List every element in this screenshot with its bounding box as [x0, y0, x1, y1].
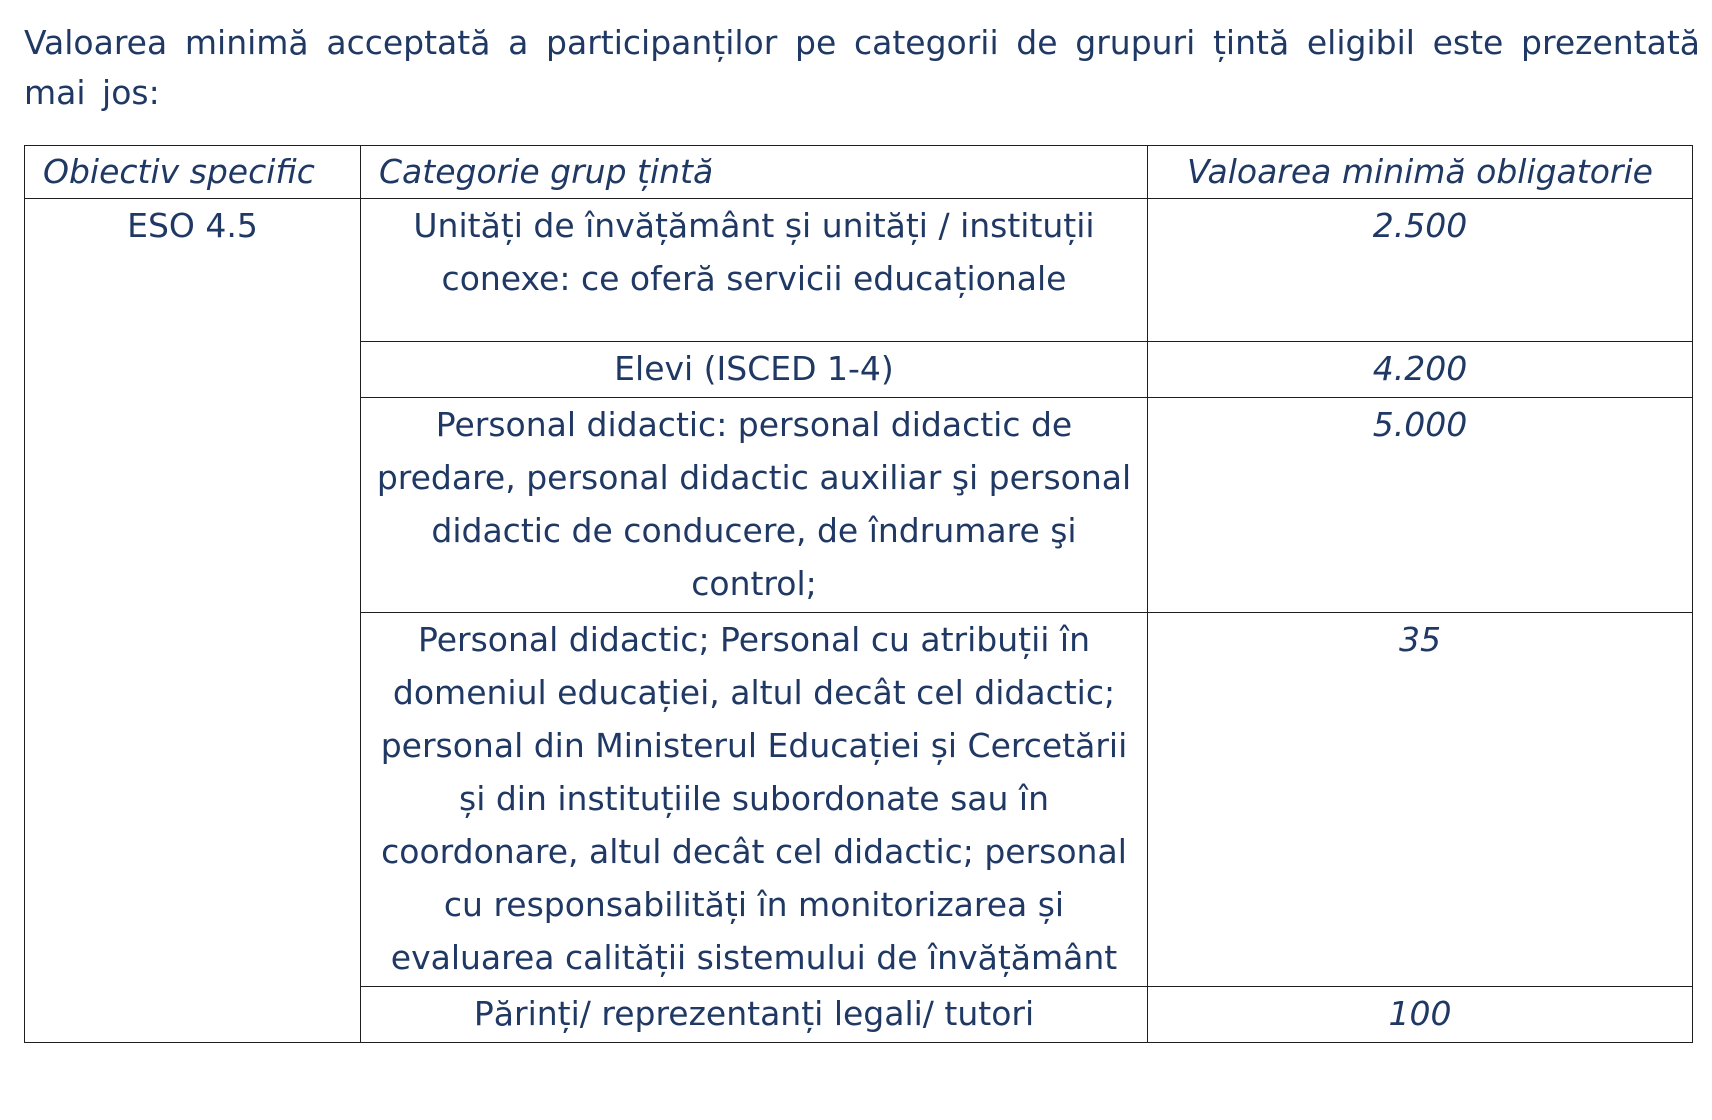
category-cell: Personal didactic; Personal cu atribuții în domeniul educației, altul decât cel didactic; personal din Ministerul Educației și Cercetării și din instituțiile subordonate sau în coordonare, altul decât cel didactic; personal cu responsabilități în monitorizarea și evaluarea calității sistemului de învățământ: [361, 613, 1148, 987]
header-min-value: Valoarea minimă obligatorie: [1148, 146, 1693, 199]
category-cell: Elevi (ISCED 1-4): [361, 342, 1148, 398]
value-cell: 35: [1148, 613, 1693, 987]
header-category: Categorie grup țintă: [361, 146, 1148, 199]
value-cell: 4.200: [1148, 342, 1693, 398]
category-cell: Unități de învățământ și unități / instituții conexe: ce oferă servicii educaționale: [361, 199, 1148, 342]
value-cell: 2.500: [1148, 199, 1693, 342]
value-cell: 5.000: [1148, 398, 1693, 613]
objective-cell: ESO 4.5: [25, 199, 361, 1043]
category-cell: Personal didactic: personal didactic de predare, personal didactic auxiliar şi personal didactic de conducere, de îndrumare şi control;: [361, 398, 1148, 613]
header-objective: Obiectiv specific: [25, 146, 361, 199]
intro-paragraph: Valoarea minimă acceptată a participanților pe categorii de grupuri țintă eligibil este prezentată mai jos:: [24, 23, 1700, 112]
table-row: [25, 199, 1693, 342]
category-cell: Părinți/ reprezentanți legali/ tutori: [361, 987, 1148, 1043]
table-header-row: [25, 146, 1693, 199]
target-groups-table: [24, 145, 1693, 1043]
value-cell: 100: [1148, 987, 1693, 1043]
